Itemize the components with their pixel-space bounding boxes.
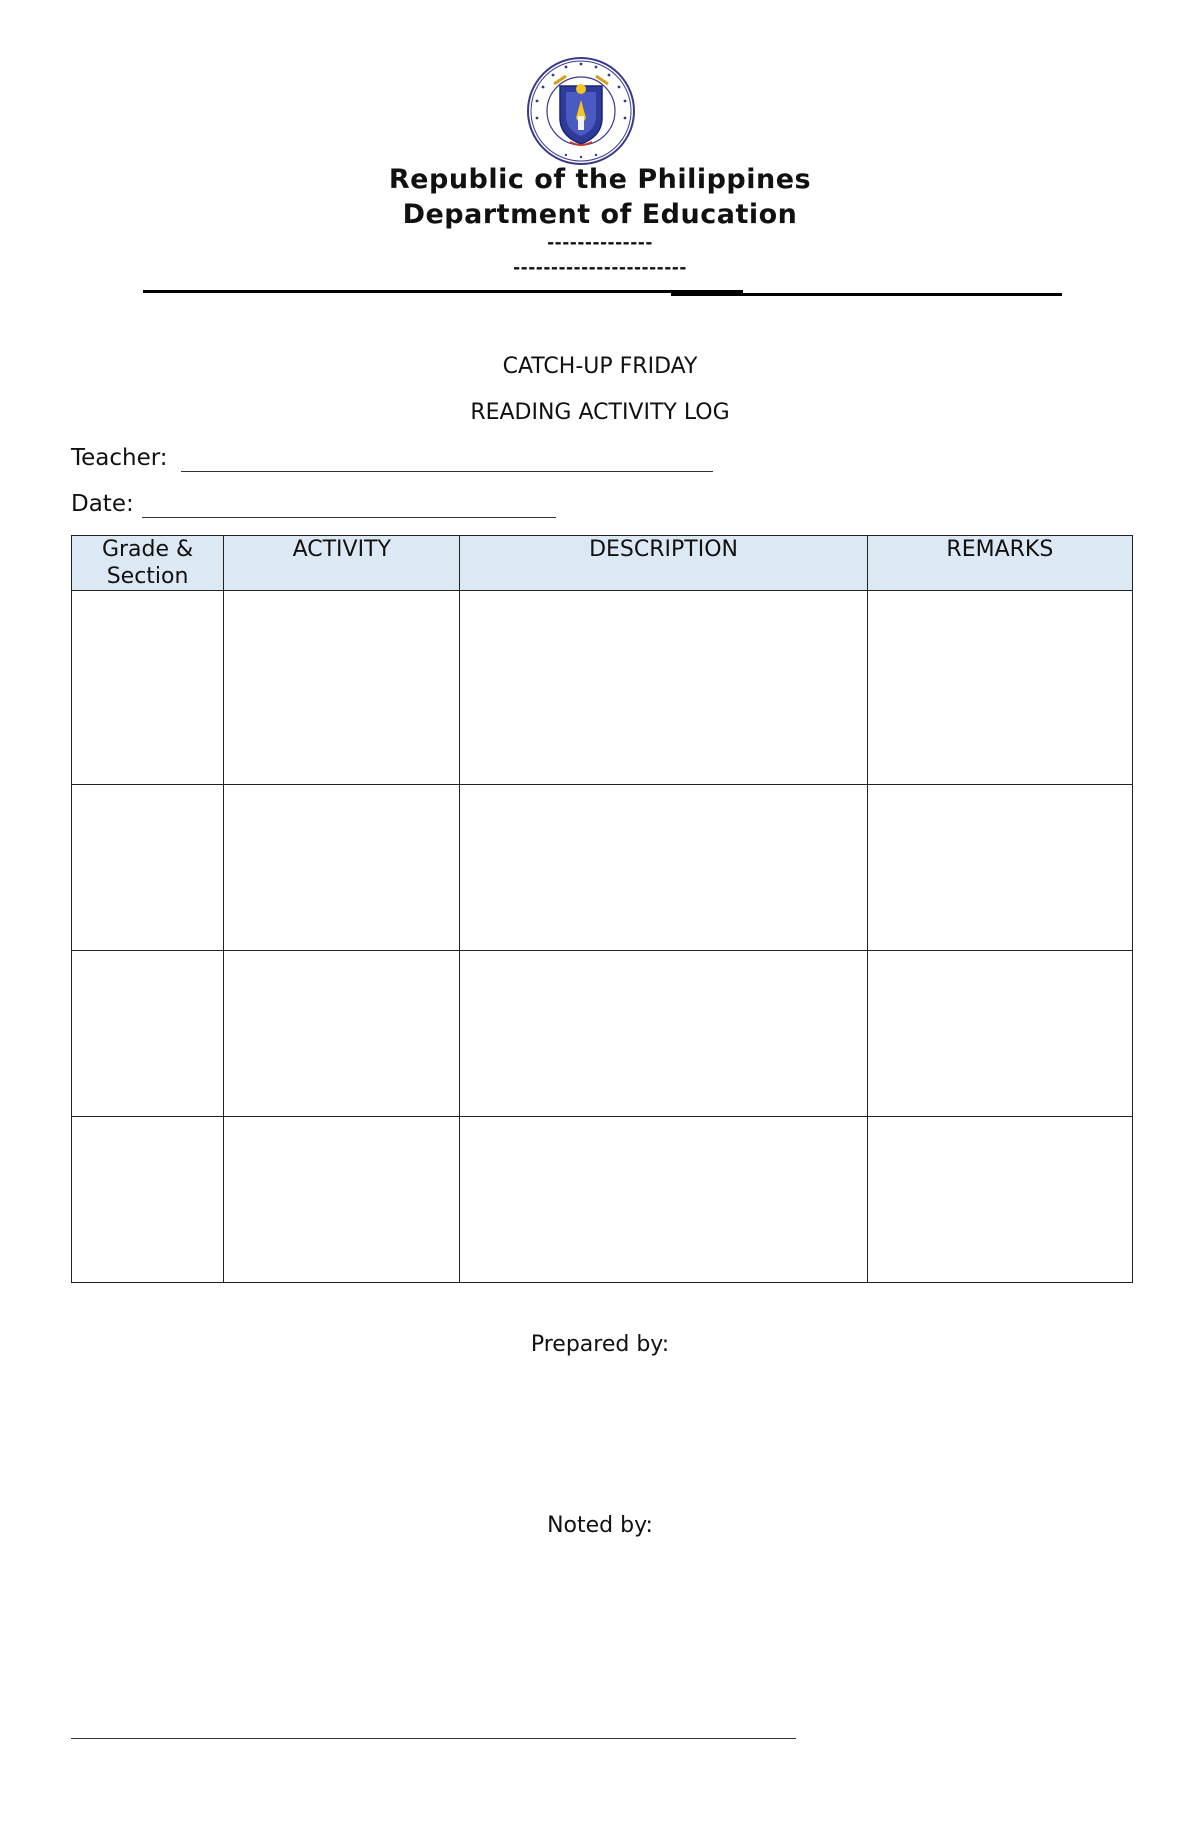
table-cell[interactable] — [224, 591, 460, 785]
header-department: Department of Education — [402, 199, 798, 230]
table-row — [72, 951, 1133, 1117]
column-header-remarks: REMARKS — [867, 536, 1132, 591]
date-field-line[interactable] — [142, 517, 556, 518]
table-row — [72, 785, 1133, 951]
header-dashes-2: ----------------------- — [513, 258, 687, 278]
teacher-field-line[interactable] — [181, 471, 713, 472]
table-cell[interactable] — [460, 785, 867, 951]
teacher-label: Teacher: — [71, 445, 168, 471]
date-label: Date: — [71, 491, 134, 517]
title-catch-up-friday: CATCH-UP FRIDAY — [502, 354, 698, 379]
activity-log-table — [71, 535, 1133, 1283]
table-header-row — [72, 536, 1133, 591]
table-cell[interactable] — [72, 951, 224, 1117]
deped-seal-icon — [526, 56, 636, 166]
table-cell[interactable] — [867, 591, 1132, 785]
table-cell[interactable] — [72, 785, 224, 951]
table-cell[interactable] — [72, 591, 224, 785]
table-cell[interactable] — [224, 951, 460, 1117]
table-cell[interactable] — [224, 785, 460, 951]
noted-by-label: Noted by: — [547, 1513, 653, 1538]
table-cell[interactable] — [460, 591, 867, 785]
header-republic: Republic of the Philippines — [388, 164, 812, 195]
header-divider — [143, 290, 743, 293]
table-cell[interactable] — [867, 951, 1132, 1117]
table-cell[interactable] — [72, 1117, 224, 1283]
table-cell[interactable] — [224, 1117, 460, 1283]
column-header-description: DESCRIPTION — [460, 536, 867, 591]
header-dashes-1: -------------- — [547, 233, 653, 253]
footer-rule — [71, 1738, 796, 1739]
table-cell[interactable] — [867, 1117, 1132, 1283]
table-cell[interactable] — [460, 1117, 867, 1283]
table-cell[interactable] — [460, 951, 867, 1117]
table-row — [72, 591, 1133, 785]
table-row — [72, 1117, 1133, 1283]
column-header-activity: ACTIVITY — [224, 536, 460, 591]
title-reading-activity-log: READING ACTIVITY LOG — [470, 400, 730, 425]
column-header-grade-section: Grade & Section — [72, 536, 224, 591]
table-cell[interactable] — [867, 785, 1132, 951]
prepared-by-label: Prepared by: — [530, 1332, 670, 1357]
header-divider-2 — [671, 293, 1062, 296]
